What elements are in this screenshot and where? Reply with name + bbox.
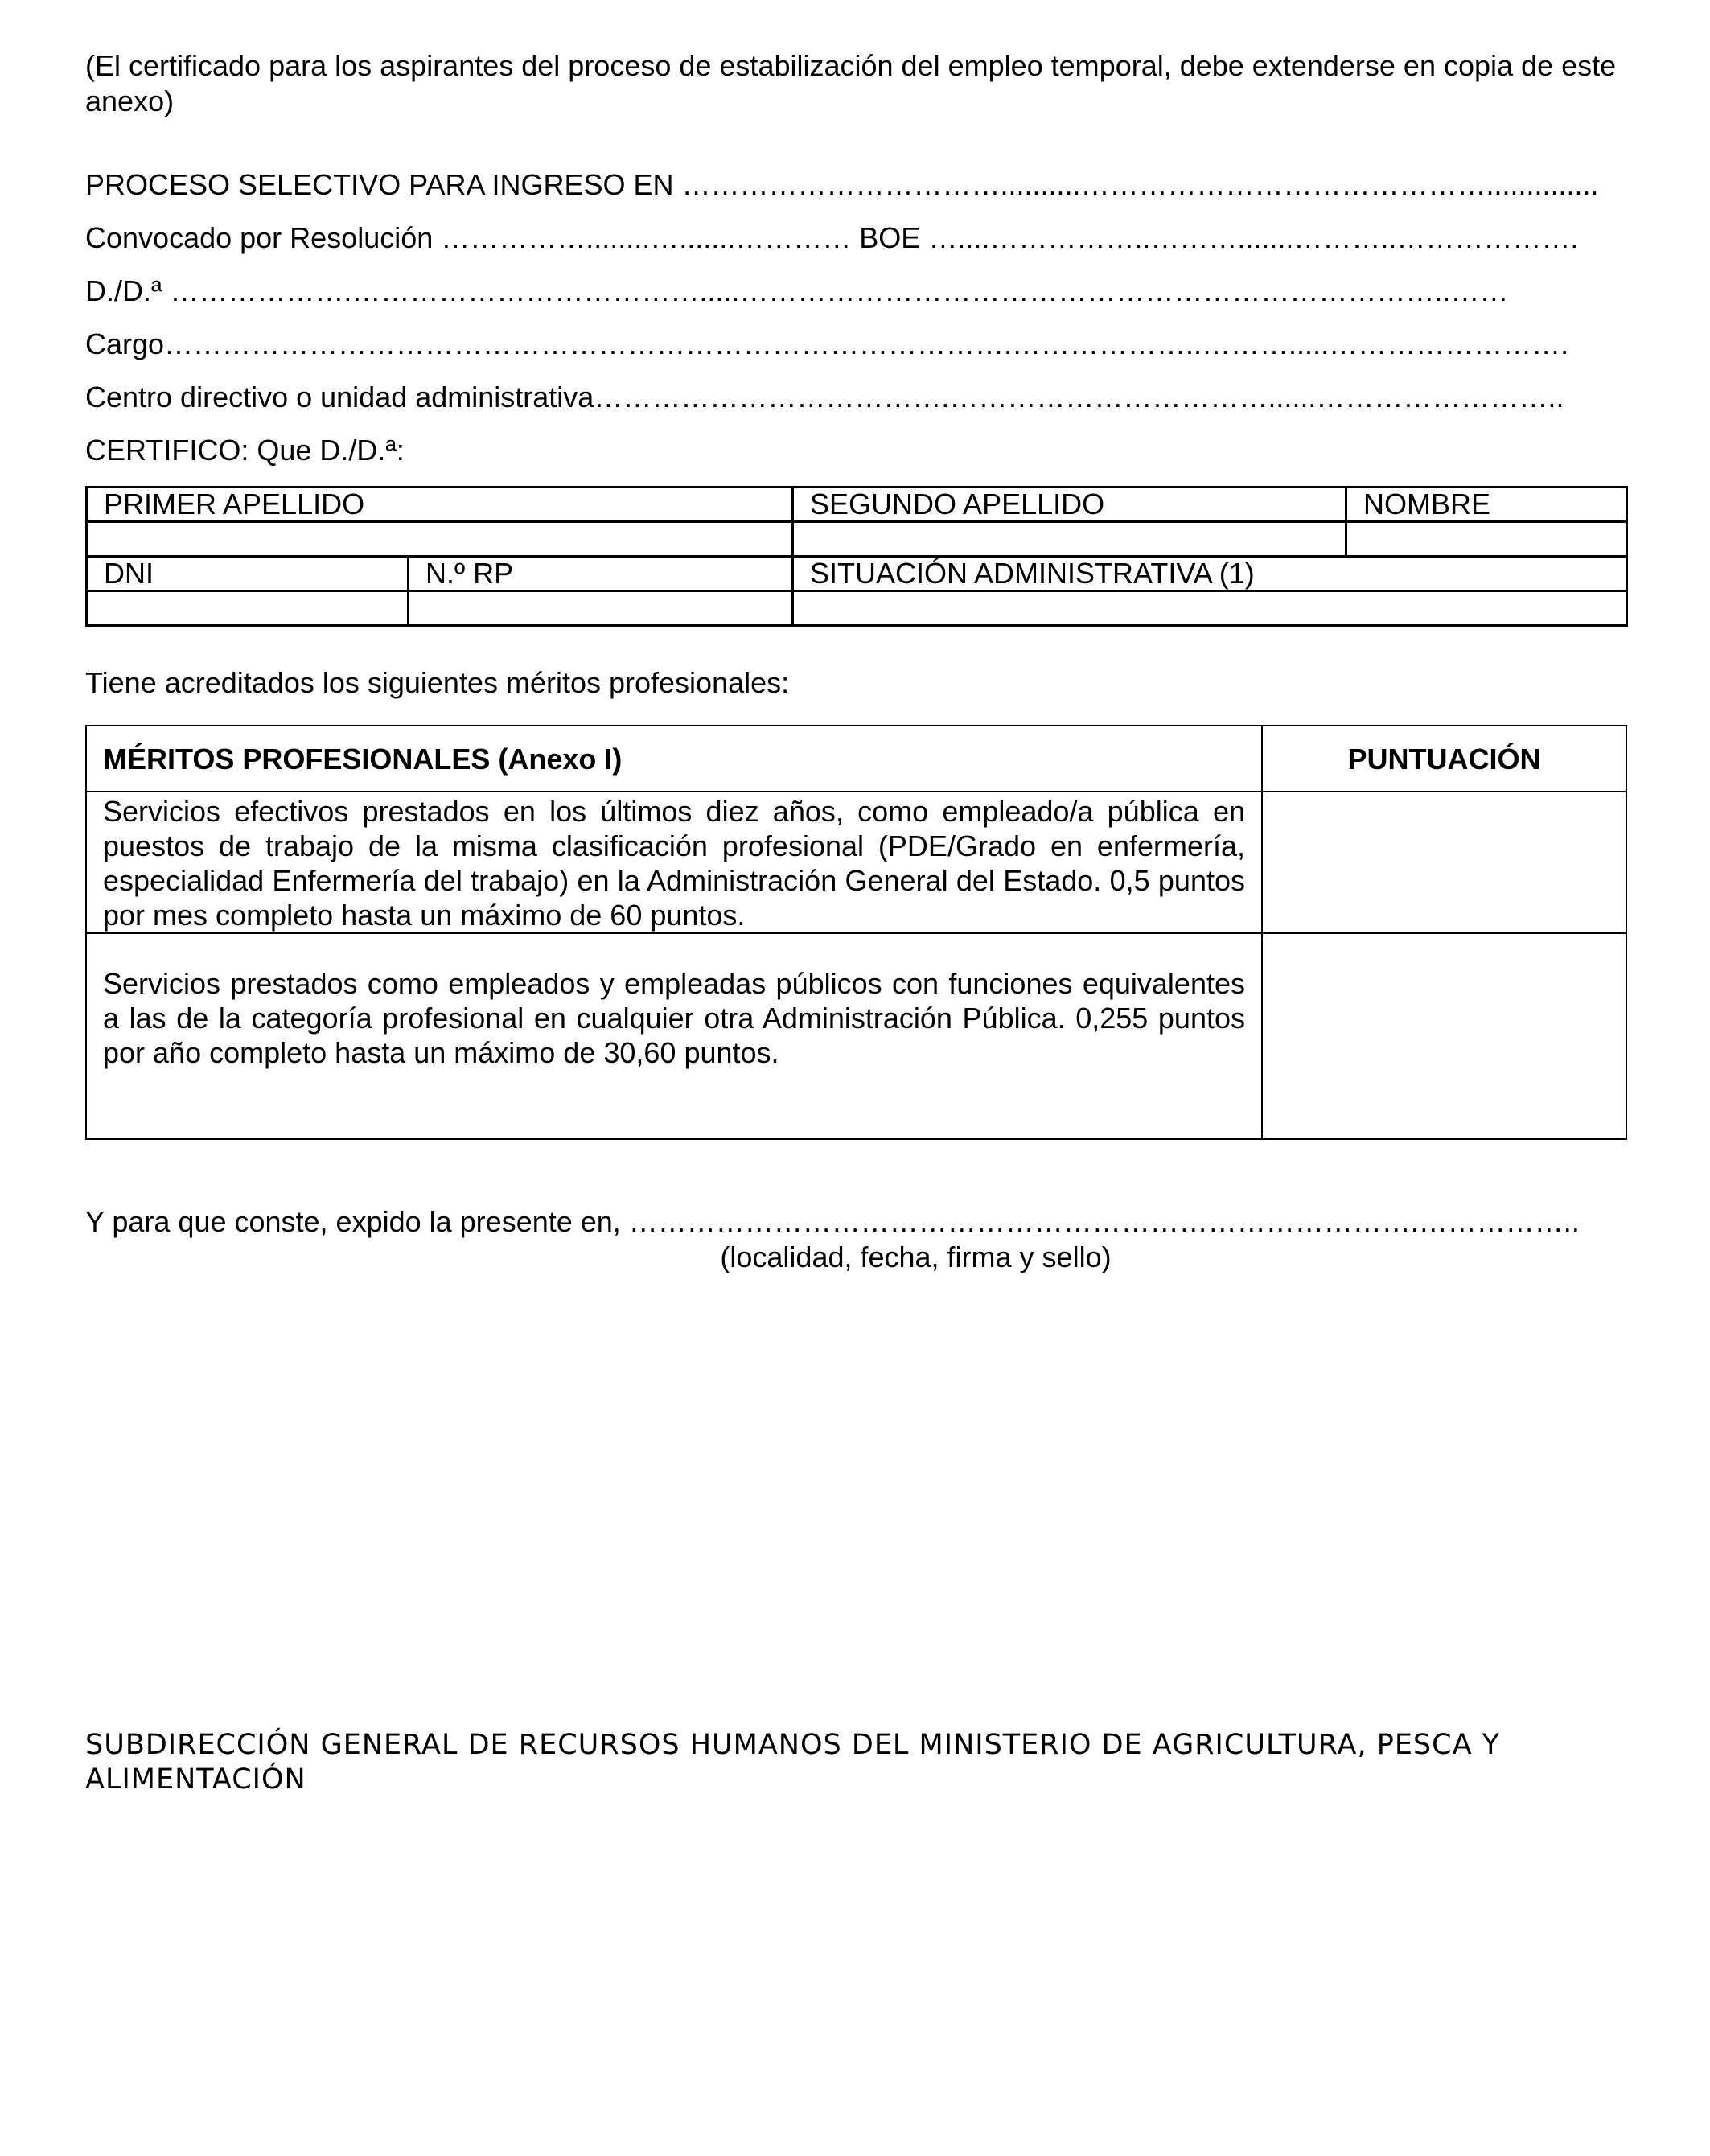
input-nrp[interactable] [409,591,793,626]
header-situacion-administrativa: SITUACIÓN ADMINISTRATIVA (1) [793,557,1627,591]
input-situacion-administrativa[interactable] [793,591,1627,626]
header-segundo-apellido: SEGUNDO APELLIDO [793,488,1346,522]
field-centro-directivo[interactable]: Centro directivo o unidad administrativa……………………………….……………………………......…………………….. [85,381,1564,414]
merit-score-input[interactable] [1262,933,1626,1139]
closing-hint: (localidad, fecha, firma y sello) [720,1241,1112,1273]
merit-row [86,933,1626,1139]
identity-header-row-2 [87,557,1627,591]
input-segundo-apellido[interactable] [793,522,1346,557]
merit-description: Servicios prestados como empleados y empleadas públicos con funciones equivalentes a las de la categoría profesional en cualquier otra Administración Pública. 0,255 puntos por año completo hasta un máximo de 30,60 puntos. [86,933,1262,1139]
field-cargo[interactable]: Cargo…………………………………………………………………………….………………..……….....……………………. [85,327,1569,360]
closing-statement[interactable]: Y para que conste, expido la presente en, ……………………………………………………………………….…………….. [85,1205,1580,1238]
header-meritos-profesionales: MÉRITOS PROFESIONALES (Anexo I) [86,726,1262,792]
merits-table [85,725,1627,1140]
identity-table [85,486,1628,627]
header-nrp: N.º RP [409,557,793,591]
field-dd[interactable]: D./D.ª ……………….……………………………….....………………………………………………………………..…… [85,274,1509,307]
field-convocado-resolucion[interactable]: Convocado por Resolución ……………........….......………… BOE …....……………..……….......………..………………. [85,221,1579,254]
identity-header-row-1 [87,488,1627,522]
input-primer-apellido[interactable] [87,522,793,557]
field-proceso-selectivo[interactable]: PROCESO SELECTIVO PARA INGRESO EN ……………………………..........…………………………………….............. [85,168,1599,201]
input-nombre[interactable] [1346,522,1627,557]
certificate-page [85,48,1626,1275]
merit-score-input[interactable] [1262,792,1626,933]
input-dni[interactable] [87,591,409,626]
identity-input-row-2 [87,591,1627,626]
identity-input-row-1 [87,522,1627,557]
intro-note: (El certificado para los aspirantes del proceso de estabilización del empleo temporal, debe extenderse en copia de este anexo) [85,49,1617,117]
form-fields [85,167,1626,486]
header-nombre: NOMBRE [1346,488,1627,522]
certifico-label: CERTIFICO: Que D./D.ª: [85,434,405,467]
footer-institution: SUBDIRECCIÓN GENERAL DE RECURSOS HUMANOS DEL MINISTERIO DE AGRICULTURA, PESCA Y ALIMENTACIÓN [85,1729,1501,1796]
merits-intro: Tiene acreditados los siguientes méritos profesionales: [85,666,790,699]
header-dni: DNI [87,557,409,591]
header-primer-apellido: PRIMER APELLIDO [87,488,793,522]
merit-description: Servicios efectivos prestados en los últimos diez años, como empleado/a pública en puestos de trabajo de la misma clasificación profesional (PDE/Grado en enfermería, especialidad Enfermería del trabajo) en la Administración General del Estado. 0,5 puntos por mes completo hasta un máximo de 60 puntos. [86,792,1262,933]
merits-header-row [86,726,1626,792]
header-puntuacion: PUNTUACIÓN [1262,726,1626,792]
merit-row [86,792,1626,933]
